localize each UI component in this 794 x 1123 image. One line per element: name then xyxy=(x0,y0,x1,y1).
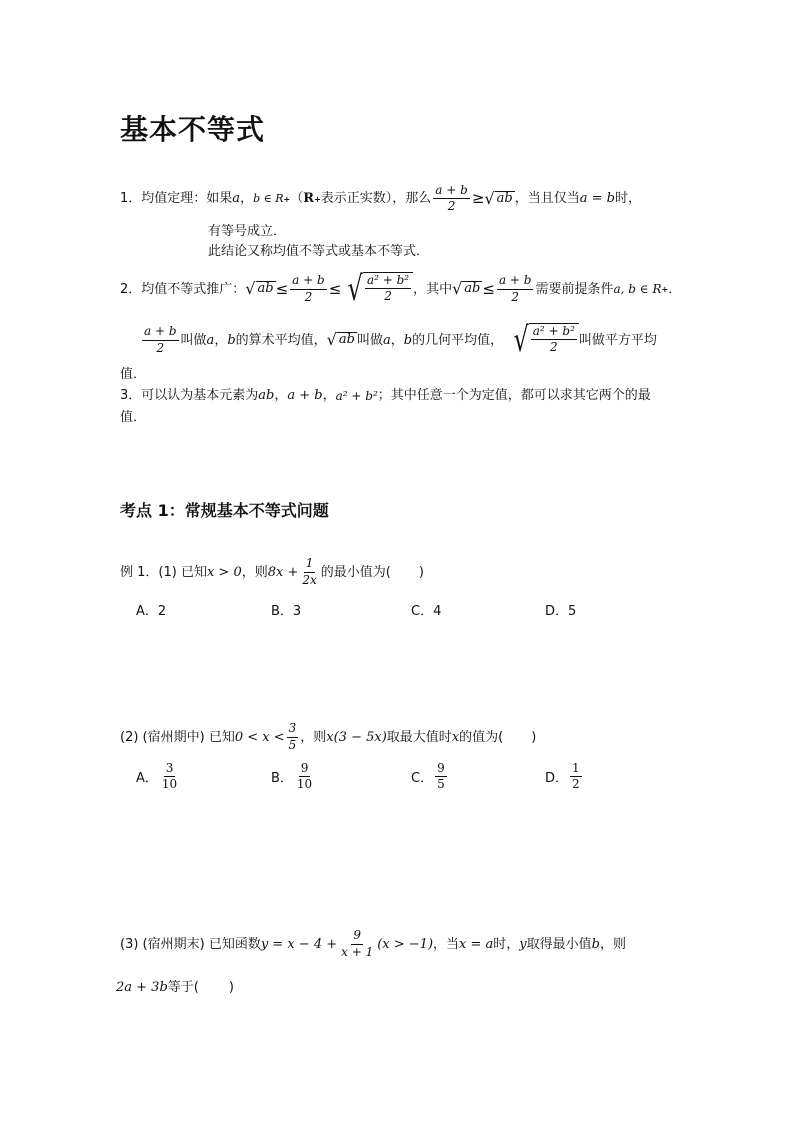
example-3-question: (3) (宿州期末) 已知函数 y = x − 4 + $\frac{9}{x + 1}$ (x > −1) ，当 x = a 时， y 取得最小值 b ，则 xyxy=(120,928,627,959)
theorem-3-line-1: 3． 可以认为基本元素为 ab ， a + b ， a² + b² ；其中任意一个为定值，都可以求其它两个的最 xyxy=(120,388,651,403)
section-heading: 考点 1：常规基本不等式问题 xyxy=(120,501,329,520)
choice-b: B． $\frac{9}{10}$ xyxy=(271,761,313,792)
theorem-1-line-3: 此结论又称均值不等式或基本不等式． xyxy=(208,244,430,259)
choice-c: C． $\frac{9}{5}$ xyxy=(411,761,445,792)
fraction-a-plus-b-over-2: $\frac{a + b}{2}$ xyxy=(292,273,325,304)
choice-d: D．5 xyxy=(545,604,577,619)
item-number: 1． xyxy=(120,191,142,207)
fraction-a-plus-b-over-2: $\frac{a + b}{2}$ xyxy=(435,183,468,214)
choice-a: A． $\frac{3}{10}$ xyxy=(136,761,178,792)
theorem-1-line-1: 1． 均值定理：如果 a ， b ∈ R + （ R + 表示正实数），那么 $\frac{a + b}{2}$ ≥ √ ab ，当且仅当 a = b 时， xyxy=(120,183,641,214)
choice-c: C．4 xyxy=(411,604,442,619)
theorem-2-line-2: $\frac{a + b}{2}$ 叫做 a ， b 的算术平均值， √ ab 叫做 a ， b 的几何平均值， √ $\frac{\text{a² + b²}}{2}$ 叫做平方平均 xyxy=(144,320,657,360)
sqrt-mean-square: √ $\frac{\text{a² + b²}}{2}$ xyxy=(341,272,413,306)
example-1-question: 例 1．(1) 已知 x > 0 ，则 8x + $\frac{1}{2x}$ 的最小值为( ) xyxy=(120,556,424,587)
page-title: 基本不等式 xyxy=(120,113,266,146)
sqrt-ab: √ ab xyxy=(245,279,274,298)
example-2-question: (2) (宿州期中) 已知 0 < x < $\frac{3}{5}$ ，则 x(3 − 5x) 取最大值时 x 的值为( ) xyxy=(120,721,537,752)
sqrt-ab: √ ab xyxy=(484,188,513,208)
theorem-1-line-2: 有等号成立． xyxy=(208,224,287,239)
choice-d: D． $\frac{1}{2}$ xyxy=(545,761,580,792)
choice-a: A．2 xyxy=(136,604,167,619)
theorem-2-line-1: 2． 均值不等式推广： √ ab ≤ $\frac{a + b}{2}$ ≤ √ $\frac{\text{a² + b²}}{2}$ ，其中 √ ab ≤ $\frac{a + b}{2}$ 需要前提条件 a, b ∈ R + ． xyxy=(120,269,682,309)
choice-b: B．3 xyxy=(271,604,302,619)
theorem-2-line-3: 值． xyxy=(120,367,147,382)
theorem-3-line-2: 值． xyxy=(120,410,147,425)
example-3-line-2: 2a + 3b 等于( ) xyxy=(116,980,234,995)
